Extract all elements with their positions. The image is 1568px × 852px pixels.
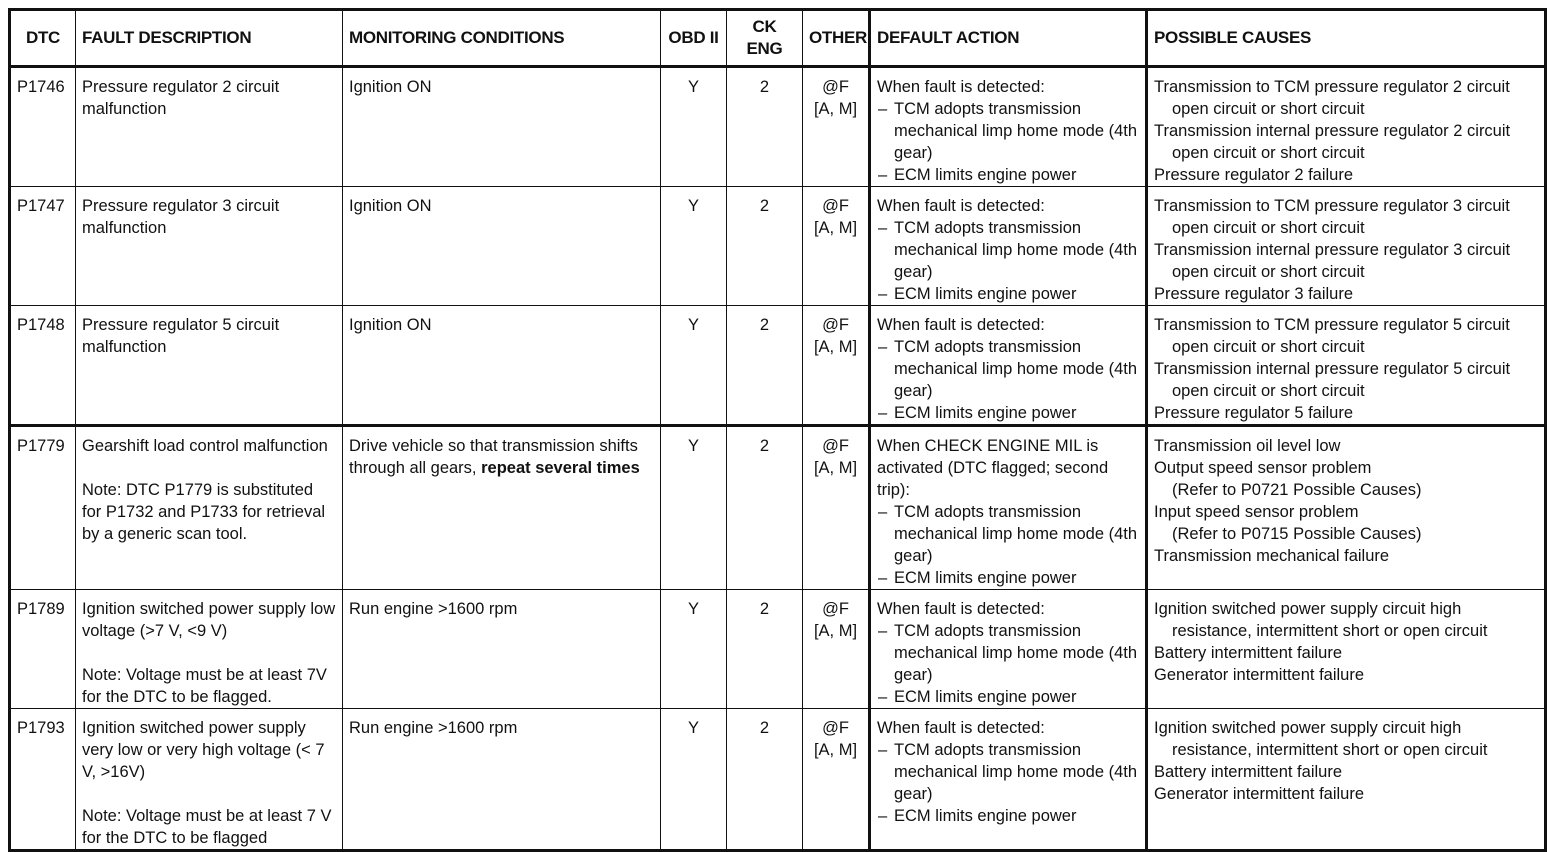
possible-cause-line: Battery intermittent failure	[1154, 763, 1342, 781]
possible-cause-line: open circuit or short circuit	[1172, 382, 1365, 400]
monitoring-conditions-cell	[343, 426, 661, 590]
other-flag: @F	[822, 600, 849, 618]
monitoring-conditions	[349, 435, 654, 479]
possible-cause-line: Output speed sensor problem	[1154, 459, 1372, 477]
dtc-cell	[10, 306, 76, 426]
default-action-intro: When CHECK ENGINE MIL is activated (DTC flagged; second trip):	[877, 437, 1109, 499]
default-action-cell	[870, 590, 1147, 709]
possible-cause-line: open circuit or short circuit	[1172, 338, 1365, 356]
monitoring-text: Ignition ON	[349, 78, 432, 96]
default-action-item: – ECM limits engine power	[877, 164, 1139, 186]
ck-eng-cell	[727, 306, 803, 426]
default-action-item: – TCM adopts transmission mechanical limp home mode (4th gear)	[877, 501, 1139, 567]
header-row	[10, 10, 1546, 67]
other-modes: [A, M]	[813, 100, 858, 118]
default-action-intro: When fault is detected:	[877, 600, 1045, 618]
table-row	[10, 709, 1546, 851]
ck-eng-cell	[727, 187, 803, 306]
possible-cause-line: Transmission oil level low	[1154, 437, 1341, 455]
fault-description-cell	[76, 590, 343, 709]
possible-cause-line: Transmission mechanical failure	[1154, 547, 1390, 565]
header-fault-description: FAULT DESCRIPTION	[76, 10, 343, 67]
default-action-intro: When fault is detected:	[877, 719, 1045, 737]
ck-eng-value: 2	[759, 316, 770, 334]
obd2-value: Y	[687, 437, 699, 455]
possible-cause-line: (Refer to P0715 Possible Causes)	[1172, 525, 1422, 543]
obd2-value: Y	[687, 719, 699, 737]
dtc-code: P1748	[17, 316, 65, 334]
monitoring-conditions-cell	[343, 709, 661, 851]
ck-eng-value: 2	[759, 600, 770, 618]
obd2-cell	[661, 709, 727, 851]
header-ck-eng: CK ENG	[727, 10, 803, 67]
possible-causes-cell	[1147, 306, 1546, 426]
possible-cause-line: Generator intermittent failure	[1154, 785, 1365, 803]
fault-description: Ignition switched power supply very low or very high voltage (< 7 V, >16V)	[82, 719, 325, 781]
possible-cause-line: Pressure regulator 3 failure	[1154, 285, 1354, 303]
monitoring-conditions-cell	[343, 187, 661, 306]
monitoring-text: Run engine >1600 rpm	[349, 600, 518, 618]
monitoring-text: Ignition ON	[349, 316, 432, 334]
default-action-item: – ECM limits engine power	[877, 402, 1139, 424]
ck-eng-cell	[727, 426, 803, 590]
obd2-cell	[661, 67, 727, 187]
monitoring-conditions-cell	[343, 67, 661, 187]
default-action-cell	[870, 709, 1147, 851]
dtc-cell	[10, 67, 76, 187]
possible-cause-line: Pressure regulator 5 failure	[1154, 404, 1354, 422]
other-cell	[803, 709, 870, 851]
default-action-cell	[870, 187, 1147, 306]
dtc-code: P1779	[17, 437, 65, 455]
possible-cause-line: resistance, intermittent short or open circuit	[1172, 741, 1488, 759]
dtc-code: P1747	[17, 197, 65, 215]
header-dtc: DTC	[10, 10, 76, 67]
other-modes: [A, M]	[813, 338, 858, 356]
monitoring-conditions-cell	[343, 590, 661, 709]
possible-cause-line: Pressure regulator 2 failure	[1154, 166, 1354, 184]
other-cell	[803, 306, 870, 426]
possible-cause-line: Transmission to TCM pressure regulator 5 circuit	[1154, 316, 1510, 334]
ck-eng-cell	[727, 590, 803, 709]
possible-cause-line: Transmission to TCM pressure regulator 3 circuit	[1154, 197, 1510, 215]
header-other: OTHER	[803, 10, 870, 67]
possible-cause-line: (Refer to P0721 Possible Causes)	[1172, 481, 1422, 499]
other-modes: [A, M]	[813, 741, 858, 759]
dtc-table-container	[8, 8, 1544, 852]
default-action-cell	[870, 67, 1147, 187]
possible-cause-line: Ignition switched power supply circuit high	[1154, 719, 1462, 737]
fault-description-cell	[76, 67, 343, 187]
other-flag: @F	[822, 78, 849, 96]
dtc-table-body	[10, 67, 1546, 851]
possible-causes-cell	[1147, 709, 1546, 851]
monitoring-emphasis: repeat several times	[481, 459, 640, 477]
default-action-item: – TCM adopts transmission mechanical limp home mode (4th gear)	[877, 217, 1139, 283]
dtc-cell	[10, 187, 76, 306]
other-modes: [A, M]	[813, 459, 858, 477]
other-flag: @F	[822, 719, 849, 737]
possible-cause-line: Input speed sensor problem	[1154, 503, 1359, 521]
fault-description: Gearshift load control malfunction	[82, 437, 328, 455]
header-obd2: OBD II	[661, 10, 727, 67]
fault-description-cell	[76, 187, 343, 306]
monitoring-conditions	[349, 76, 654, 98]
other-cell	[803, 590, 870, 709]
fault-description-cell	[76, 306, 343, 426]
monitoring-text: Run engine >1600 rpm	[349, 719, 518, 737]
obd2-value: Y	[687, 197, 699, 215]
fault-description: Pressure regulator 2 circuit malfunction	[82, 78, 280, 118]
possible-cause-line: open circuit or short circuit	[1172, 100, 1365, 118]
monitoring-conditions-cell	[343, 306, 661, 426]
default-action-item: – TCM adopts transmission mechanical limp home mode (4th gear)	[877, 98, 1139, 164]
possible-cause-line: Battery intermittent failure	[1154, 644, 1342, 662]
possible-causes-cell	[1147, 187, 1546, 306]
default-action-item: – ECM limits engine power	[877, 805, 1139, 827]
monitoring-conditions	[349, 598, 654, 620]
header-possible-causes: POSSIBLE CAUSES	[1147, 10, 1546, 67]
ck-eng-cell	[727, 709, 803, 851]
monitoring-conditions	[349, 717, 654, 739]
dtc-code: P1746	[17, 78, 65, 96]
possible-cause-line: Transmission internal pressure regulator 5 circuit	[1154, 360, 1511, 378]
default-action-item: – TCM adopts transmission mechanical limp home mode (4th gear)	[877, 336, 1139, 402]
ck-eng-cell	[727, 67, 803, 187]
default-action-cell	[870, 306, 1147, 426]
monitoring-conditions	[349, 195, 654, 217]
ck-eng-value: 2	[759, 719, 770, 737]
possible-causes-cell	[1147, 67, 1546, 187]
default-action-item: – ECM limits engine power	[877, 283, 1139, 305]
table-row	[10, 426, 1546, 590]
default-action-intro: When fault is detected:	[877, 197, 1045, 215]
possible-cause-line: Ignition switched power supply circuit high	[1154, 600, 1462, 618]
fault-note: Note: Voltage must be at least 7V for the DTC to be flagged.	[82, 666, 327, 706]
possible-cause-line: open circuit or short circuit	[1172, 144, 1365, 162]
possible-cause-line: resistance, intermittent short or open circuit	[1172, 622, 1488, 640]
possible-cause-line: open circuit or short circuit	[1172, 219, 1365, 237]
dtc-code: P1789	[17, 600, 65, 618]
fault-description-cell	[76, 426, 343, 590]
obd2-value: Y	[687, 600, 699, 618]
other-flag: @F	[822, 197, 849, 215]
default-action-item: – ECM limits engine power	[877, 567, 1139, 589]
obd2-cell	[661, 590, 727, 709]
dtc-code: P1793	[17, 719, 65, 737]
dtc-cell	[10, 426, 76, 590]
other-flag: @F	[822, 316, 849, 334]
default-action-item: – ECM limits engine power	[877, 686, 1139, 708]
monitoring-text: Ignition ON	[349, 197, 432, 215]
obd2-cell	[661, 426, 727, 590]
possible-causes-cell	[1147, 426, 1546, 590]
monitoring-text: Drive vehicle so that transmission shifts through all gears,	[349, 437, 638, 477]
obd2-value: Y	[687, 316, 699, 334]
obd2-cell	[661, 306, 727, 426]
monitoring-conditions	[349, 314, 654, 336]
dtc-cell	[10, 590, 76, 709]
possible-cause-line: Generator intermittent failure	[1154, 666, 1365, 684]
obd2-cell	[661, 187, 727, 306]
possible-causes-cell	[1147, 590, 1546, 709]
fault-description: Ignition switched power supply low voltage (>7 V, <9 V)	[82, 600, 336, 640]
possible-cause-line: Transmission internal pressure regulator 3 circuit	[1154, 241, 1511, 259]
fault-note: Note: Voltage must be at least 7 V for the DTC to be flagged	[82, 807, 332, 847]
default-action-intro: When fault is detected:	[877, 316, 1045, 334]
obd2-value: Y	[687, 78, 699, 96]
header-monitoring-conditions: MONITORING CONDITIONS	[343, 10, 661, 67]
ck-eng-value: 2	[759, 437, 770, 455]
default-action-intro: When fault is detected:	[877, 78, 1045, 96]
fault-description: Pressure regulator 5 circuit malfunction	[82, 316, 280, 356]
possible-cause-line: Transmission to TCM pressure regulator 2 circuit	[1154, 78, 1510, 96]
dtc-table	[8, 8, 1547, 852]
fault-description: Pressure regulator 3 circuit malfunction	[82, 197, 280, 237]
possible-cause-line: Transmission internal pressure regulator 2 circuit	[1154, 122, 1511, 140]
fault-note: Note: DTC P1779 is substituted for P1732 and P1733 for retrieval by a generic scan tool.	[82, 481, 326, 543]
default-action-item: – TCM adopts transmission mechanical limp home mode (4th gear)	[877, 739, 1139, 805]
table-row	[10, 590, 1546, 709]
other-modes: [A, M]	[813, 219, 858, 237]
ck-eng-value: 2	[759, 197, 770, 215]
dtc-cell	[10, 709, 76, 851]
default-action-item: – TCM adopts transmission mechanical limp home mode (4th gear)	[877, 620, 1139, 686]
ck-eng-value: 2	[759, 78, 770, 96]
other-flag: @F	[822, 437, 849, 455]
default-action-cell	[870, 426, 1147, 590]
fault-description-cell	[76, 709, 343, 851]
table-row	[10, 306, 1546, 426]
other-cell	[803, 187, 870, 306]
other-cell	[803, 426, 870, 590]
table-row	[10, 67, 1546, 187]
header-default-action: DEFAULT ACTION	[870, 10, 1147, 67]
other-modes: [A, M]	[813, 622, 858, 640]
table-row	[10, 187, 1546, 306]
possible-cause-line: open circuit or short circuit	[1172, 263, 1365, 281]
other-cell	[803, 67, 870, 187]
